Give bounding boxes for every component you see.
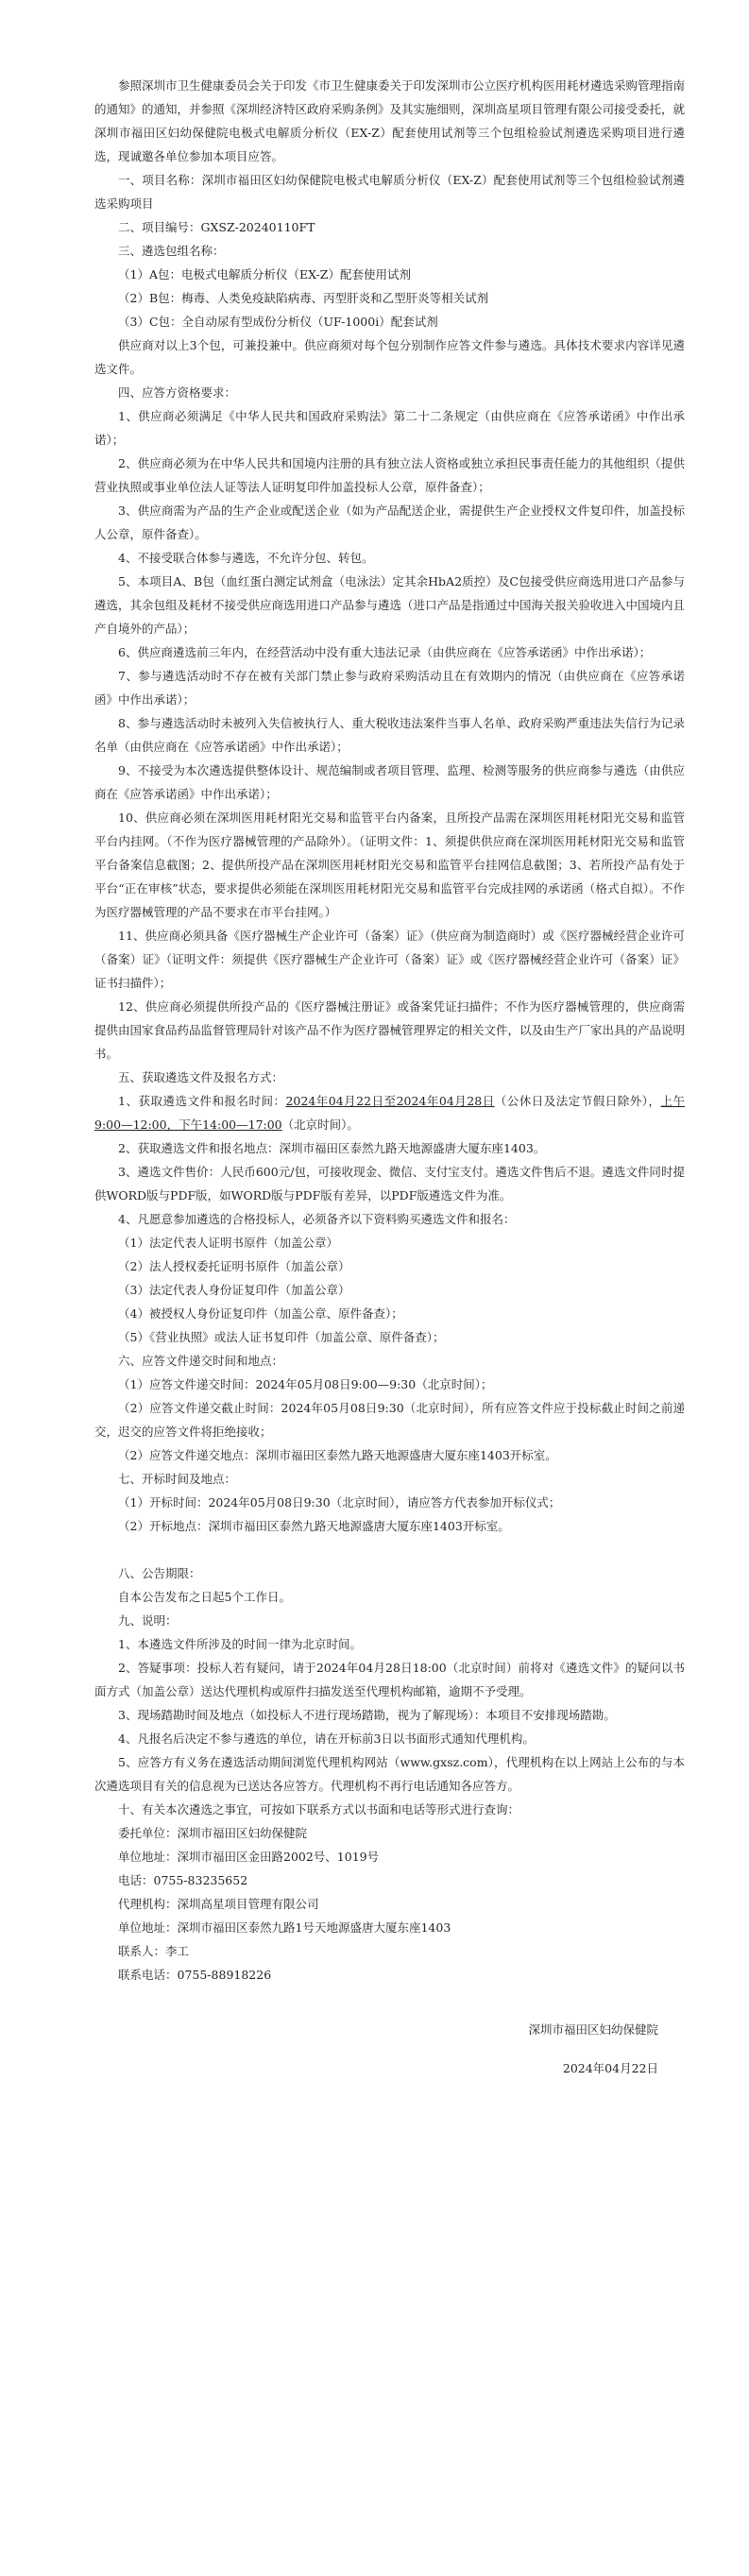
requirement-item: 12、供应商必须提供所投产品的《医疗器械注册证》或备案凭证扫描件；不作为医疗器械管理的，供应商需提供由国家食品药品监督管理局针对该产品不作为医疗器械管理界定的相关文件，以及由生产厂家出具的产品说明书。	[94, 999, 686, 1061]
submission-deadline: （2）应答文件递交截止时间：2024年05月08日9:30（北京时间），所有应答文件应于投标截止时间之前递交，迟交的应答文件将拒绝接收；	[94, 1401, 685, 1439]
signature-date: 2024年04月22日	[562, 2061, 658, 2075]
note-item: 2、答疑事项：投标人若有疑问，请于2024年04月28日18:00（北京时间）前将对《遴选文件》的疑问以书面方式（加盖公章）送达代理机构或原件扫描发送至代理机构邮箱，逾期不予受理。	[94, 1661, 685, 1698]
project-number: 二、项目编号：GXSZ-20240110FT	[118, 220, 315, 234]
opening-time: （1）开标时间：2024年05月08日9:30（北京时间），请应答方代表参加开标仪式；	[118, 1495, 561, 1510]
material-item: （2）法人授权委托证明书原件（加盖公章）	[118, 1259, 350, 1273]
requirement-item: 11、供应商必须具备《医疗器械生产企业许可（备案）证》（供应商为制造商时）或《医疗器械经营企业许可（备案）证》（证明文件：须提供《医疗器械生产企业许可（备案）证》或《医疗器械经营企业许可（备案）证》证书扫描件）；	[94, 929, 685, 990]
requirement-item: 6、供应商遴选前三年内，在经营活动中没有重大违法记录（由供应商在《应答承诺函》中作出承诺）；	[118, 645, 652, 659]
contact-agency: 代理机构：深圳高星项目管理有限公司	[118, 1897, 319, 1911]
package-note: 供应商对以上3个包，可兼投兼中。供应商须对每个包分别制作应答文件参与遴选。具体技术要求内容详见遴选文件。	[94, 338, 685, 376]
requirement-item: 3、供应商需为产品的生产企业或配送企业（如为产品配送企业，需提供生产企业授权文件复印件，加盖投标人公章，原件备查）。	[94, 503, 685, 541]
note-item: 1、本遴选文件所涉及的时间一律为北京时间。	[118, 1637, 362, 1651]
contact-heading: 十、有关本次遴选之事宜，可按如下联系方式以书面和电话等形式进行查询：	[118, 1802, 520, 1817]
submission-heading: 六、应答文件递交时间和地点：	[118, 1354, 284, 1368]
requirement-item: 2、供应商必须为在中华人民共和国境内注册的具有独立法人资格或独立承担民事责任能力的其他组织（提供营业执照或事业单位法人证等法人证明复印件加盖投标人公章，原件备查）；	[94, 456, 685, 494]
contact-client-phone: 电话：0755-83235652	[118, 1873, 248, 1887]
period-text: 自本公告发布之日起5个工作日。	[118, 1590, 291, 1604]
package-item-b: （2）B包：梅毒、人类免疫缺陷病毒、丙型肝炎和乙型肝炎等相关试剂	[118, 291, 489, 305]
opening-heading: 七、开标时间及地点：	[118, 1472, 237, 1486]
document-price: 3、遴选文件售价：人民币600元/包，可接收现金、微信、支付宝支付。遴选文件售后不退。遴选文件同时提供WORD版与PDF版，如WORD版与PDF版有差异，以PDF版遴选文件为准。	[94, 1165, 685, 1203]
contact-client-address: 单位地址：深圳市福田区金田路2002号、1019号	[118, 1850, 380, 1864]
package-item-c: （3）C包：全自动尿有型成份分析仪（UF-1000i）配套试剂	[118, 315, 438, 329]
period-heading: 八、公告期限：	[118, 1566, 201, 1580]
requirement-item: 9、不接受为本次遴选提供整体设计、规范编制或者项目管理、监理、检测等服务的供应商参与遴选（由供应商在《应答承诺函》中作出承诺）；	[94, 763, 685, 801]
package-heading: 三、遴选包组名称：	[118, 244, 225, 258]
registration-hours: 上午9:00—12:00，下午14:00—17:00	[94, 1094, 685, 1132]
signature-org: 深圳市福田区妇幼保健院	[528, 2022, 658, 2037]
material-item: （1）法定代表人证明书原件（加盖公章）	[118, 1236, 338, 1250]
registration-time: 1、获取遴选文件和报名时间：2024年04月22日至2024年04月28日（公休日及法定节假日除外），上午9:00—12:00，下午14:00—17:00（北京时间）。	[94, 1094, 685, 1132]
material-item: （3）法定代表人身份证复印件（加盖公章）	[118, 1283, 350, 1297]
submission-location: （2）应答文件递交地点：深圳市福田区泰然九路天地源盛唐大厦东座1403开标室。	[118, 1448, 557, 1462]
package-item-a: （1）A包：电极式电解质分析仪（EX-Z）配套使用试剂	[118, 267, 411, 281]
note-item: 4、凡报名后决定不参与遴选的单位，请在开标前3日以书面形式通知代理机构。	[118, 1732, 535, 1746]
registration-heading: 五、获取遴选文件及报名方式：	[118, 1070, 284, 1084]
note-item: 5、应答方有义务在遴选活动期间浏览代理机构网站（www.gxsz.com），代理机构在以上网站上公布的与本次遴选项目有关的信息视为已送达各应答方。代理机构不再行电话通知各应答方。	[94, 1755, 685, 1793]
required-materials: 4、凡愿意参加遴选的合格投标人，必须备齐以下资料购买遴选文件和报名：	[118, 1212, 516, 1226]
notes-heading: 九、说明：	[118, 1613, 178, 1628]
requirement-item: 5、本项目A、B包（血红蛋白测定试剂盒（电泳法）定其余HbA2质控）及C包接受供应商选用进口产品参与遴选，其余包组及耗材不接受供应商选用进口产品参与遴选（进口产品是指通过中国海关报关验收进入中国境内且产自境外的产品）；	[94, 574, 686, 636]
requirement-item: 8、参与遴选活动时未被列入失信被执行人、重大税收违法案件当事人名单、政府采购严重违法失信行为记录名单（由供应商在《应答承诺函》中作出承诺）；	[94, 716, 685, 754]
requirement-item: 1、供应商必须满足《中华人民共和国政府采购法》第二十二条规定（由供应商在《应答承诺函》中作出承诺）；	[94, 409, 685, 447]
submission-time: （1）应答文件递交时间：2024年05月08日9:00—9:30（北京时间）；	[118, 1377, 493, 1391]
registration-date-range: 2024年04月22日至2024年04月28日	[285, 1094, 495, 1108]
registration-location: 2、获取遴选文件和报名地点：深圳市福田区泰然九路天地源盛唐大厦东座1403。	[118, 1141, 546, 1155]
project-name: 一、项目名称：深圳市福田区妇幼保健院电极式电解质分析仪（EX-Z）配套使用试剂等三个包组检验试剂遴选采购项目	[94, 173, 685, 211]
material-item: （4）被授权人身份证复印件（加盖公章、原件备查）；	[118, 1306, 403, 1321]
requirement-item: 10、供应商必须在深圳医用耗材阳光交易和监管平台内备案，且所投产品需在深圳医用耗材阳光交易和监管平台内挂网。（不作为医疗器械管理的产品除外）。（证明文件：1、须提供供应商在深圳医用耗材阳光交易和监管平台备案信息截图；2、提供所投产品在深圳医用耗材阳光交易和监管平台挂网信息截图；3、若所投产品有处于平台“正在审核”状态，要求提供必须能在深圳医用耗材阳光交易和监管平台完成挂网的承诺函（格式自拟）。不作为医疗器械管理的产品不要求在市平台挂网。）	[94, 810, 685, 919]
contact-agency-address: 单位地址：深圳市福田区泰然九路1号天地源盛唐大厦东座1403	[118, 1920, 451, 1935]
intro-paragraph: 参照深圳市卫生健康委员会关于印发《市卫生健康委关于印发深圳市公立医疗机构医用耗材遴选采购管理指南的通知》的通知，并参照《深圳经济特区政府采购条例》及其实施细则，深圳高星项目管理有限公司接受委托，就深圳市福田区妇幼保健院电极式电解质分析仪（EX-Z）配套使用试剂等三个包组检验试剂遴选采购项目进行遴选，现诚邀各单位参加本项目应答。	[94, 78, 686, 163]
contact-phone: 联系电话：0755-88918226	[118, 1968, 272, 1982]
material-item: （5）《营业执照》或法人证书复印件（加盖公章、原件备查）；	[118, 1330, 445, 1344]
contact-client: 委托单位：深圳市福田区妇幼保健院	[118, 1826, 308, 1840]
qualification-heading: 四、应答方资格要求：	[118, 385, 237, 400]
requirement-item: 7、参与遴选活动时不存在被有关部门禁止参与政府采购活动且在有效期内的情况（由供应商在《应答承诺函》中作出承诺）；	[94, 669, 685, 707]
note-item: 3、现场踏勘时间及地点（如投标人不进行现场踏勘，视为了解现场）：本项目不安排现场踏勘。	[118, 1708, 616, 1722]
opening-location: （2）开标地点：深圳市福田区泰然九路天地源盛唐大厦东座1403开标室。	[118, 1519, 510, 1533]
requirement-item: 4、不接受联合体参与遴选，不允许分包、转包。	[118, 551, 374, 565]
contact-person: 联系人：李工	[118, 1944, 190, 1958]
